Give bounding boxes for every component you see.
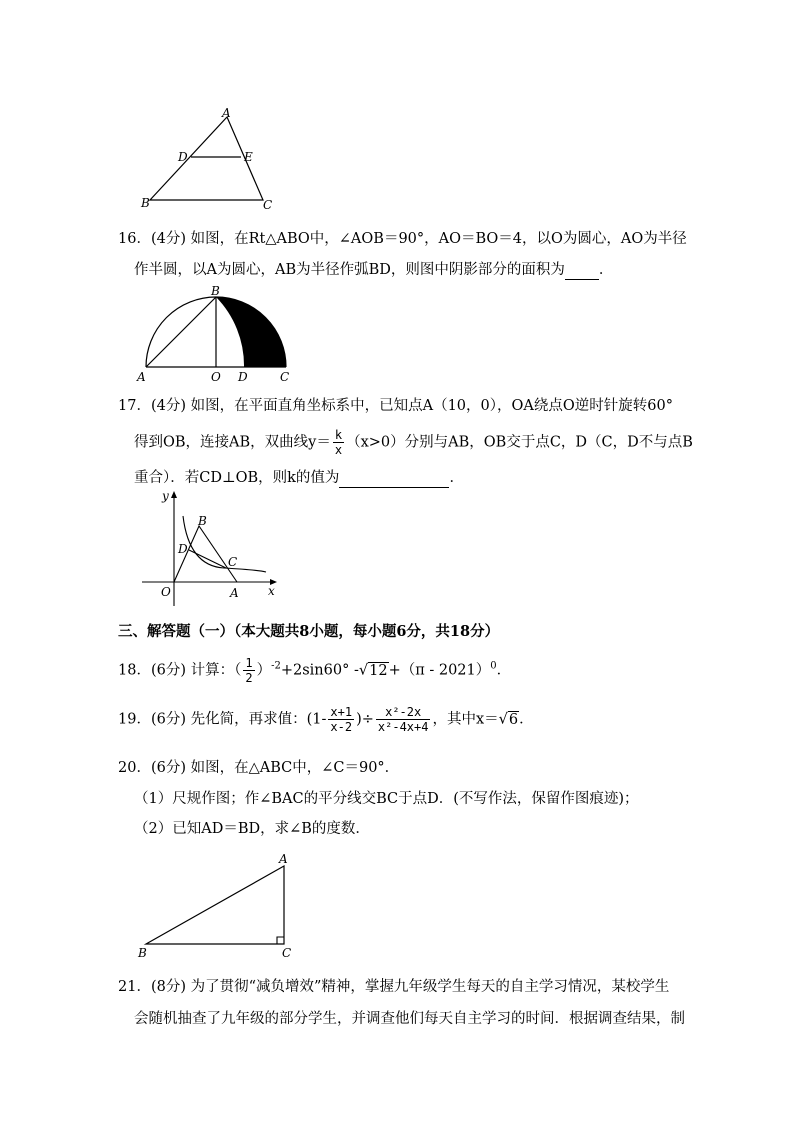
q17-line3-text: 重合）．若CD⊥OB，则k的值为 [134, 470, 340, 486]
q19-frac2-den: x²-4x+4 [377, 720, 429, 734]
label-o: O [161, 585, 171, 599]
q18-frac-num: 1 [245, 656, 253, 670]
label-d: D [238, 370, 248, 384]
q17-frac-den: x [334, 443, 343, 457]
q18-end: ． [496, 662, 512, 679]
label-x: x [268, 584, 275, 598]
label-o: O [211, 370, 221, 384]
q17-line3 [134, 468, 464, 488]
q19-fraction-2 [376, 705, 431, 734]
q19-end: ． [519, 711, 534, 728]
q19-mid: )÷ [356, 711, 374, 728]
label-y: y [162, 489, 169, 503]
q17-line2a: 得到OB，连接AB，双曲线y＝ [134, 434, 331, 451]
q18-prefix: 18．(6分) 计算：（ [118, 662, 242, 679]
label-b: B [211, 284, 220, 298]
q16-line2-text: 作半圆，以A为圆心，AB为半径作弧BD，则图中阴影部分的面积为 [134, 262, 565, 278]
q17-line1: 17．(4分) 如图，在平面直角坐标系中，已知点A（10，0），OA绕点O逆时针旋转60° [118, 398, 673, 414]
label-d: D [178, 542, 188, 556]
q17-line2 [134, 428, 693, 457]
q20-line2: （1）尺规作图；作∠BAC的平分线交BC于点D．(不写作法，保留作图痕迹)； [134, 791, 639, 807]
label-d: D [178, 150, 188, 164]
q18-exp2: 0 [490, 660, 497, 672]
label-c: C [228, 555, 238, 569]
q18-line: 18．(6分) 计算：（ $\frac{1}{2}$ ）$^{-2}$+2sin60° -√12+（π - 2021）$^0$． [118, 656, 512, 685]
label-a: A [222, 106, 231, 120]
q20-line3: （2）已知AD＝BD，求∠B的度数． [134, 821, 370, 837]
q19-prefix: 19．(6分) 先化简，再求值：(1- [118, 711, 327, 728]
q19-frac2-num: x²-2x [376, 705, 431, 720]
label-a: A [230, 586, 239, 600]
q18-mid: ） [256, 662, 272, 679]
q17-answer-blank[interactable] [339, 471, 449, 488]
q19-fraction-1 [328, 705, 354, 734]
label-e: E [244, 150, 253, 164]
q19-line: 19．(6分) 先化简，再求值：(1- $\frac{x+1}{x-2}$ )÷ $\frac{\text{x²-2x}}{\text{x²-4x+4}}$ ，其中x＝√6． [118, 705, 534, 734]
q18-frac-den: 2 [245, 671, 253, 685]
figure-triangle-de [135, 105, 285, 215]
q19-suffix: ，其中x＝ [432, 711, 499, 728]
q17-fraction [333, 428, 344, 457]
q17-line2b: （x>0）分别与AB，OB交于点C，D（C，D不与点B [346, 434, 693, 451]
section-3-heading: 三、解答题（一）（本大题共8小题，每小题6分，共18分） [118, 623, 500, 640]
label-b: B [141, 196, 150, 210]
label-b: B [198, 514, 207, 528]
label-c: C [282, 946, 292, 960]
q21-line1: 21．(8分) 为了贯彻“减负增效”精神，掌握九年级学生每天的自主学习情况，某校学生 [118, 979, 670, 995]
label-c: C [263, 198, 273, 212]
q18-exp1: -2 [271, 660, 281, 672]
q18-fraction [243, 656, 254, 685]
q16-end: ． [598, 262, 614, 278]
q19-sqrt: 6 [508, 711, 519, 728]
label-a: A [279, 852, 288, 866]
q18-part3: +（π - 2021） [388, 662, 491, 679]
q21-line2: 会随机抽查了九年级的部分学生，并调查他们每天自主学习的时间．根据调查结果，制 [134, 1011, 685, 1027]
label-b: B [138, 946, 147, 960]
q16-line2 [134, 260, 613, 280]
figure-right-triangle [134, 850, 304, 962]
q17-frac-num: k [334, 428, 343, 442]
q18-sqrt: 12 [369, 662, 388, 679]
q19-frac1-den: x-2 [330, 720, 353, 734]
q18-part2: +2sin60° - [280, 662, 359, 679]
figure-semicircle [134, 283, 304, 385]
label-a: A [137, 370, 146, 384]
q19-frac1-num: x+1 [330, 705, 353, 719]
q16-answer-blank[interactable] [565, 263, 599, 280]
q17-end: ． [449, 470, 464, 486]
q16-line1: 16．(4分) 如图，在Rt△ABO中，∠AOB＝90°，AO＝BO＝4，以O为圆心，AO为半径 [118, 231, 687, 247]
q20-line1: 20．(6分) 如图，在△ABC中，∠C＝90°． [118, 760, 400, 776]
label-c: C [280, 370, 290, 384]
figure-coordinate-hyperbola [134, 488, 284, 610]
